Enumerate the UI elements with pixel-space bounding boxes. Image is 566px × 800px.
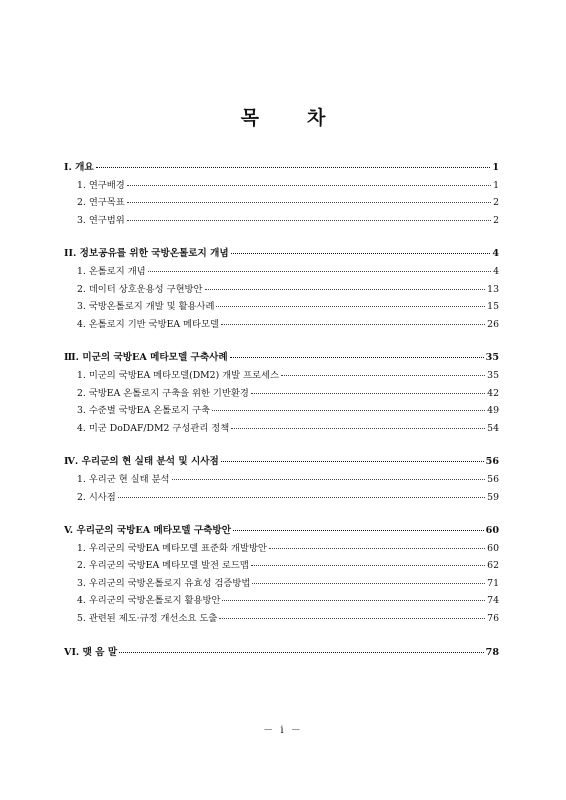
dot-leader [148,271,491,272]
dot-leader [231,253,491,254]
toc-chapter[interactable] [64,522,499,540]
dot-leader [221,324,485,325]
toc-chapter-label: I. 개요 [64,162,94,173]
toc-item-label: 2. 데이터 상호운용성 구현방안 [77,283,203,295]
page-title-part-1: 목 [240,107,259,129]
toc-item[interactable] [64,420,499,438]
dot-leader [96,167,491,168]
toc-item-label: 1. 온톨로지 개념 [77,265,146,277]
toc-item-page-number: 4 [493,265,499,277]
toc-item-label: 3. 연구범위 [77,214,125,226]
dot-leader [222,600,485,601]
toc-item-page-number: 13 [487,283,499,295]
toc-item[interactable] [64,298,499,316]
toc-item[interactable] [64,557,499,575]
toc-chapter[interactable] [64,644,499,662]
toc-item-label: 1. 미군의 국방EA 메타모델(DM2) 개발 프로세스 [77,369,280,381]
toc-item-page-number: 49 [487,405,499,417]
toc-item-page-number: 1 [493,179,499,191]
dot-leader [212,410,485,411]
toc-item[interactable] [64,212,499,230]
toc-item-page-number: 35 [487,369,499,381]
toc-item-label: 4. 온톨로지 기반 국방EA 메타모델 [77,318,219,330]
toc-item[interactable] [64,610,499,628]
page-title-part-2: 차 [307,107,326,129]
toc-chapter-page-number: 4 [492,248,499,260]
toc-item-label: 1. 우리군 현 실태 분석 [77,473,170,485]
dot-leader [233,530,484,531]
toc-item-page-number: 62 [487,560,499,572]
toc-chapter[interactable] [64,349,499,367]
dot-leader [219,618,485,619]
dot-leader [216,306,485,307]
toc-item[interactable] [64,194,499,212]
dot-leader [231,428,485,429]
dot-leader [221,461,484,462]
toc-item-page-number: 2 [493,214,499,226]
toc-item-label: 2. 우리군의 국방EA 메타모델 발전 로드맵 [77,560,249,572]
toc-item[interactable] [64,316,499,334]
toc-chapter[interactable] [64,245,499,263]
dot-leader [127,202,491,203]
toc-item-page-number: 59 [487,491,499,503]
toc-item[interactable] [64,281,499,299]
toc-item-label: 3. 수준별 국방EA 온톨로지 구축 [77,405,210,417]
toc-chapter-page-number: 78 [485,646,499,658]
toc-item[interactable] [64,402,499,420]
toc-chapter-page-number: 35 [485,352,499,364]
toc-chapter-label: Ⅳ. 우리군의 현 실태 분석 및 시사점 [64,456,219,468]
page-title [0,103,566,130]
toc-item-page-number: 54 [487,422,499,434]
toc-item-label: 1. 연구배경 [77,179,125,191]
toc-item[interactable] [64,367,499,385]
toc-item-label: 1. 우리군의 국방EA 메타모델 표준화 개발방안 [77,542,267,554]
toc-chapter-label: Ⅲ. 미군의 국방EA 메타모델 구축사례 [64,352,228,364]
toc-item-page-number: 74 [487,595,499,607]
dot-leader [118,497,485,498]
toc-item[interactable] [64,540,499,558]
toc-item[interactable] [64,575,499,593]
toc-chapter-page-number: 56 [485,456,499,468]
toc-item-label: 4. 우리군의 국방온톨로지 활용방안 [77,595,221,607]
toc-item-label: 2. 국방EA 온톨로지 구축을 위한 기반환경 [77,387,249,399]
toc-item[interactable] [64,177,499,195]
toc-chapter-page-number: 1 [492,162,499,173]
toc-item-page-number: 60 [487,542,499,554]
toc-item-page-number: 26 [487,318,499,330]
dot-leader [269,548,485,549]
toc-item-page-number: 2 [493,197,499,209]
toc-chapter-label: II. 정보공유를 위한 국방온톨로지 개념 [64,248,229,260]
toc-item-label: 4. 미군 DoDAF/DM2 구성관리 정책 [77,422,230,434]
toc-chapter-label: V. 우리군의 국방EA 메타모델 구축방안 [64,525,231,537]
toc-item[interactable] [64,592,499,610]
dot-leader [172,479,486,480]
dot-leader [281,375,485,376]
toc-chapter[interactable] [64,453,499,471]
toc-chapter[interactable] [64,159,499,177]
toc-item-label: 3. 우리군의 국방온톨로지 유효성 검증방법 [77,577,251,589]
toc-item-label: 2. 연구목표 [77,197,125,209]
dot-leader [251,565,485,566]
table-of-contents [64,159,499,661]
dot-leader [205,289,486,290]
toc-item-label: 3. 국방온톨로지 개발 및 활용사례 [77,301,215,313]
toc-chapter-label: VI. 맺 음 말 [64,646,118,658]
toc-chapter-page-number: 60 [485,525,499,537]
toc-item-page-number: 71 [487,577,499,589]
dot-leader [230,357,484,358]
toc-item-label: 2. 시사점 [77,491,116,503]
dot-leader [252,583,485,584]
page-number-footer: － i － [263,725,303,736]
toc-item-page-number: 56 [487,473,499,485]
dot-leader [119,652,484,653]
toc-item[interactable] [64,471,499,489]
dot-leader [251,393,485,394]
toc-item[interactable] [64,263,499,281]
toc-item[interactable] [64,489,499,507]
toc-item-page-number: 15 [487,301,499,313]
toc-item-page-number: 76 [487,613,499,625]
toc-item-label: 5. 관련된 제도·규정 개선소요 도출 [77,613,218,625]
dot-leader [127,220,491,221]
toc-item-page-number: 42 [487,387,499,399]
dot-leader [127,185,491,186]
toc-item[interactable] [64,385,499,403]
